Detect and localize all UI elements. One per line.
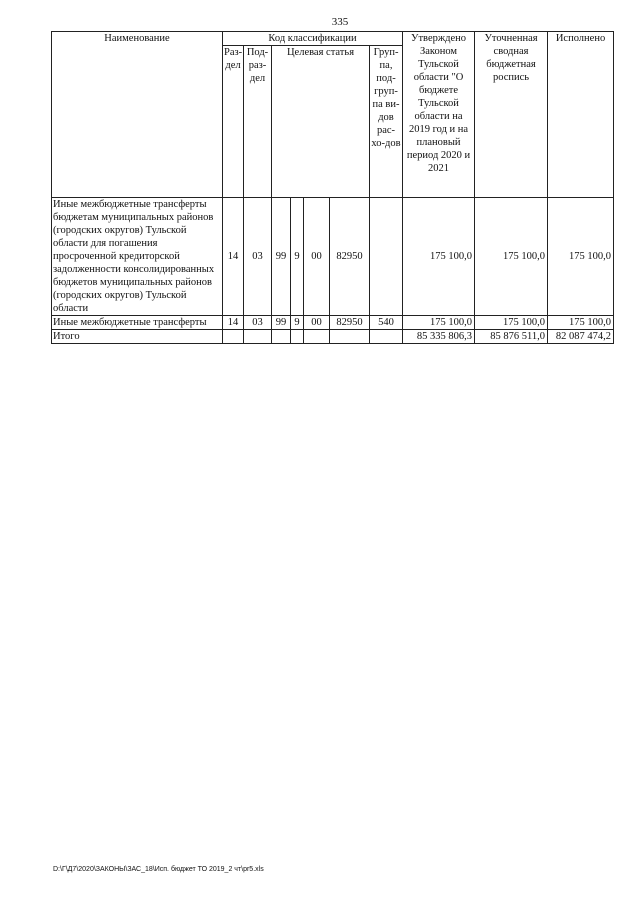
header-classification-code: Код классификации	[223, 32, 403, 46]
row-expense-group: 540	[370, 316, 403, 330]
row-approved: 175 100,0	[403, 316, 475, 330]
row-target-article-program: 99	[272, 198, 291, 316]
total-approved: 85 335 806,3	[403, 330, 475, 344]
file-path-footer: D:\Г\Д7\2020\ЗАКОНЫ\ЗАС_18\Исп. бюджет ТО 2019_2 чт\pr5.xls	[53, 866, 264, 873]
empty-cell	[291, 330, 304, 344]
row-section: 14	[223, 198, 244, 316]
row-target-article-subprogram: 9	[291, 198, 304, 316]
header-row-top	[52, 32, 614, 46]
total-row	[52, 330, 614, 344]
row-subsection: 03	[244, 198, 272, 316]
row-target-article-direction: 82950	[330, 316, 370, 330]
row-executed: 175 100,0	[548, 198, 614, 316]
row-target-article-program: 99	[272, 316, 291, 330]
budget-execution-table	[51, 31, 614, 344]
total-label: Итого	[52, 330, 223, 344]
row-refined: 175 100,0	[475, 198, 548, 316]
empty-cell	[223, 330, 244, 344]
table-row	[52, 198, 614, 316]
row-approved: 175 100,0	[403, 198, 475, 316]
page-number: 335	[331, 16, 349, 28]
row-target-article-main-event: 00	[304, 198, 330, 316]
header-approved: Утверждено Законом Тульской области "О бюджете Тульской области на 2019 год и на плановый период 2020 и 2021	[403, 32, 475, 198]
empty-cell	[370, 330, 403, 344]
row-subsection: 03	[244, 316, 272, 330]
empty-cell	[304, 330, 330, 344]
row-refined: 175 100,0	[475, 316, 548, 330]
row-target-article-subprogram: 9	[291, 316, 304, 330]
row-target-article-main-event: 00	[304, 316, 330, 330]
header-executed: Исполнено	[548, 32, 614, 198]
header-section: Раз-дел	[223, 46, 244, 198]
row-executed: 175 100,0	[548, 316, 614, 330]
empty-cell	[272, 330, 291, 344]
header-target-article: Целевая статья	[272, 46, 370, 198]
empty-cell	[244, 330, 272, 344]
total-refined: 85 876 511,0	[475, 330, 548, 344]
header-name: Наименование	[52, 32, 223, 198]
row-section: 14	[223, 316, 244, 330]
row-name: Иные межбюджетные трансферты бюджетам муниципальных районов (городских округов) Тульской области для погашения просроченной кредиторской задолженности консолидированных бюджетов муниципальных районов (городских округов) Тульской области	[52, 198, 223, 316]
table-row	[52, 316, 614, 330]
total-executed: 82 087 474,2	[548, 330, 614, 344]
header-subsection: Под-раз-дел	[244, 46, 272, 198]
header-refined: Уточненная сводная бюджетная роспись	[475, 32, 548, 198]
header-expense-group: Груп-па, под-груп-па ви-дов рас-хо-дов	[370, 46, 403, 198]
empty-cell	[330, 330, 370, 344]
row-target-article-direction: 82950	[330, 198, 370, 316]
row-expense-group	[370, 198, 403, 316]
row-name: Иные межбюджетные трансферты	[52, 316, 223, 330]
